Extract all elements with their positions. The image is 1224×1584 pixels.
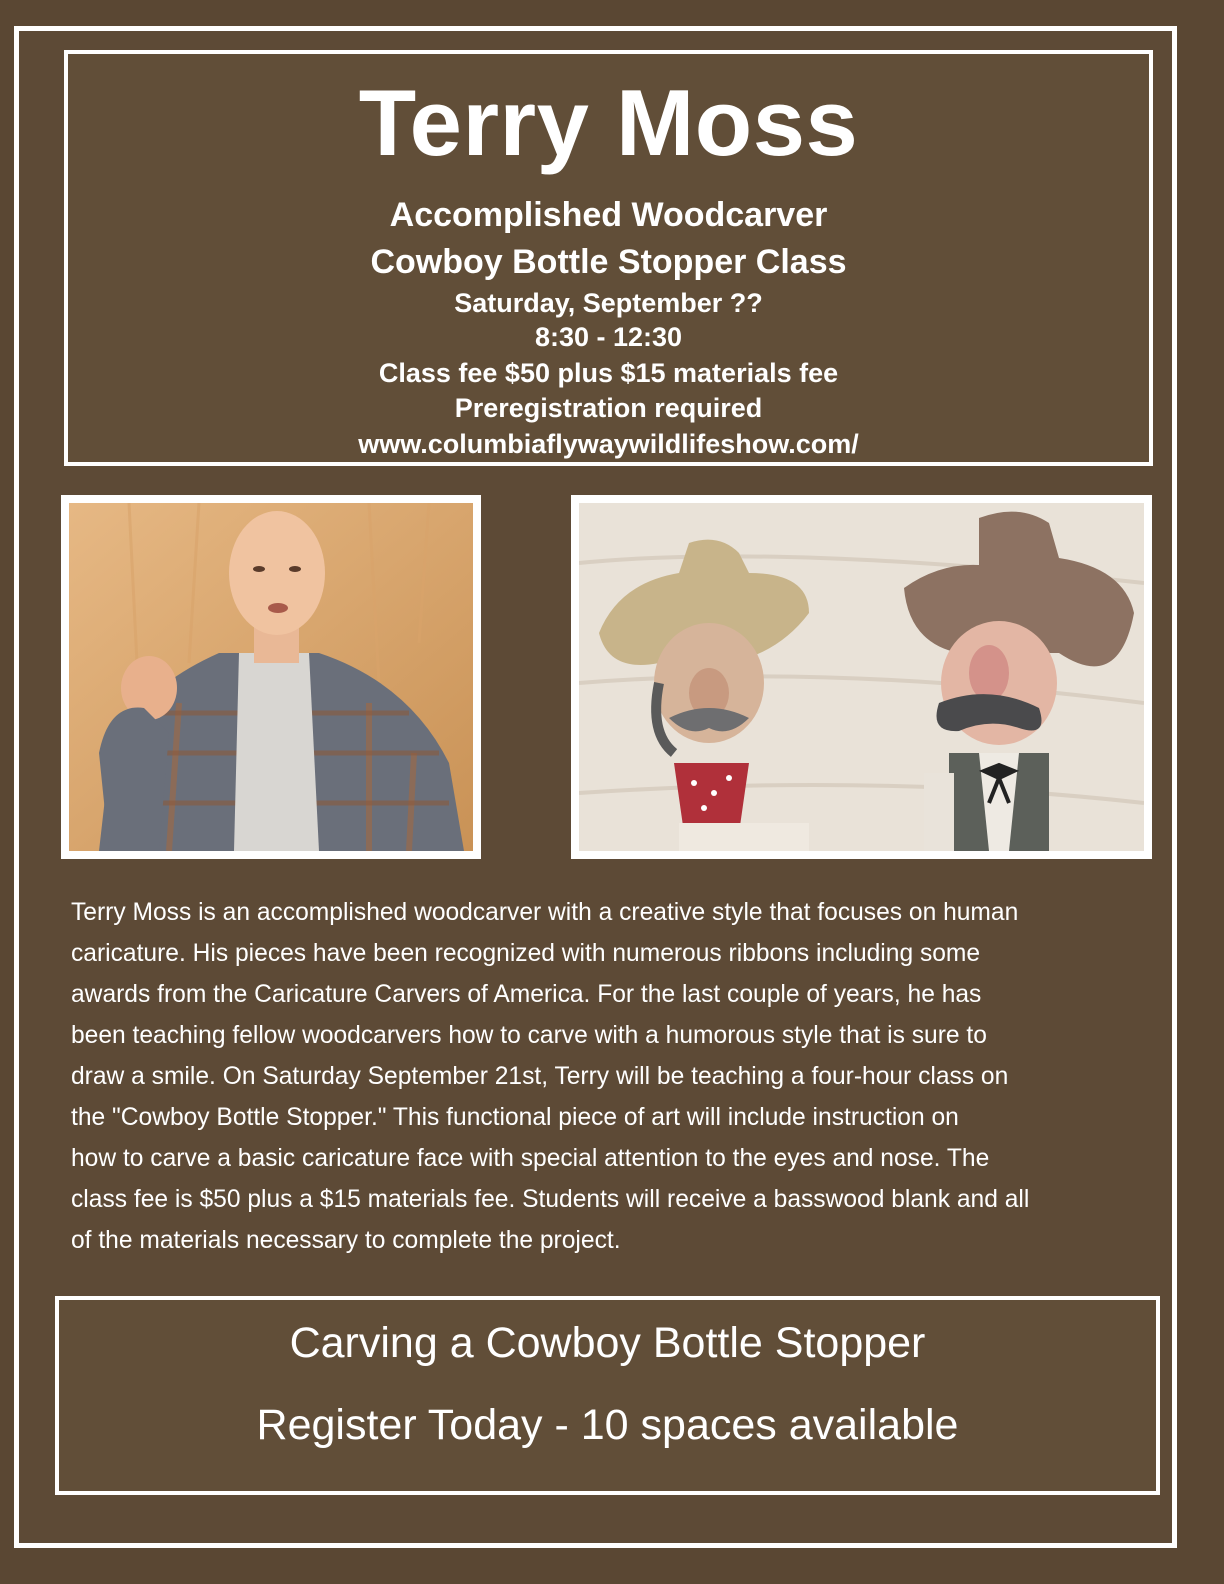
bio-line: how to carve a basic caricature face with special attention to the eyes and nose. The bbox=[71, 1145, 990, 1172]
bio-line: awards from the Caricature Carvers of America. For the last couple of years, he has bbox=[71, 981, 982, 1008]
class-time: 8:30 - 12:30 bbox=[534, 322, 683, 352]
footer-box bbox=[55, 1296, 1160, 1495]
bio-line: caricature. His pieces have been recognized with numerous ribbons including some bbox=[71, 940, 981, 967]
class-title: Cowboy Bottle Stopper Class bbox=[370, 243, 847, 281]
header-box bbox=[64, 50, 1153, 466]
class-date: Saturday, September ?? bbox=[454, 288, 763, 318]
page-title: Terry Moss bbox=[358, 70, 859, 175]
portrait-photo bbox=[61, 495, 481, 859]
bio-line: been teaching fellow woodcarvers how to carve with a humorous style that is sure to bbox=[71, 1022, 987, 1049]
bio-line: class fee is $50 plus a $15 materials fee. Students will receive a basswood blank and all bbox=[71, 1186, 1030, 1213]
register-callout: Register Today - 10 spaces available bbox=[256, 1401, 959, 1449]
bio-line: of the materials necessary to complete the project. bbox=[71, 1227, 621, 1254]
registration-note: Preregistration required bbox=[454, 393, 763, 423]
bio-line: Terry Moss is an accomplished woodcarver with a creative style that focuses on human bbox=[71, 899, 1019, 926]
bio-line: the "Cowboy Bottle Stopper." This functional piece of art will include instruction on bbox=[71, 1104, 959, 1131]
website-link[interactable]: www.columbiaflywaywildlifeshow.com/ bbox=[358, 431, 859, 459]
carvings-image bbox=[579, 503, 1144, 851]
subtitle: Accomplished Woodcarver bbox=[389, 196, 828, 234]
footer-title: Carving a Cowboy Bottle Stopper bbox=[289, 1319, 926, 1367]
portrait-image bbox=[69, 503, 473, 851]
carvings-photo bbox=[571, 495, 1152, 859]
bio-line: draw a smile. On Saturday September 21st, Terry will be teaching a four-hour class on bbox=[71, 1063, 1009, 1090]
class-fee: Class fee $50 plus $15 materials fee bbox=[378, 358, 839, 388]
bio-paragraph bbox=[71, 892, 1171, 1261]
